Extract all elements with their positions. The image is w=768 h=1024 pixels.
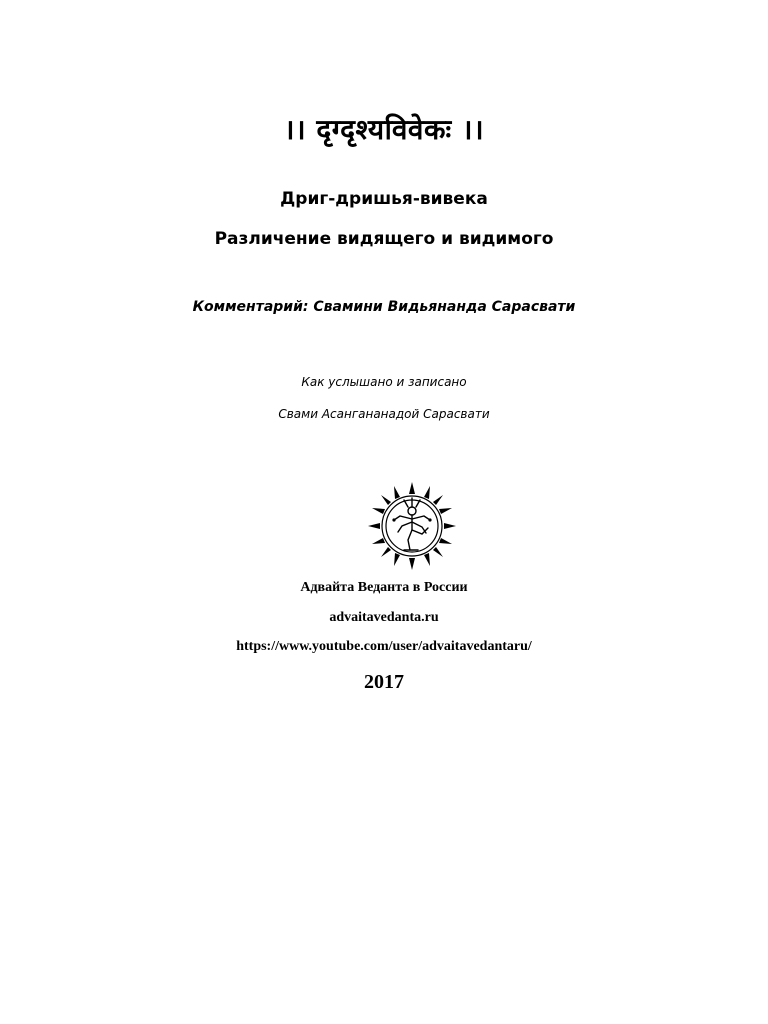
nataraja-emblem-icon	[364, 478, 460, 574]
website-link[interactable]: advaitavedanta.ru	[329, 610, 439, 625]
commentary-author: Комментарий: Свамини Видьянанда Сарасвати	[192, 299, 576, 315]
sanskrit-title: ।। दृग्दृश्यविवेकः ।।	[283, 113, 485, 146]
recorded-by: Свами Асангананадой Сарасвати	[278, 407, 490, 421]
publication-year: 2017	[364, 671, 404, 693]
book-title: Дриг-дришья-вивека	[280, 189, 488, 209]
youtube-link[interactable]: https://www.youtube.com/user/advaitavedantaru/	[236, 639, 532, 654]
organization-name: Адвайта Веданта в России	[300, 580, 468, 595]
book-subtitle: Различение видящего и видимого	[214, 229, 554, 249]
recorded-note: Как услышано и записано	[301, 375, 467, 389]
